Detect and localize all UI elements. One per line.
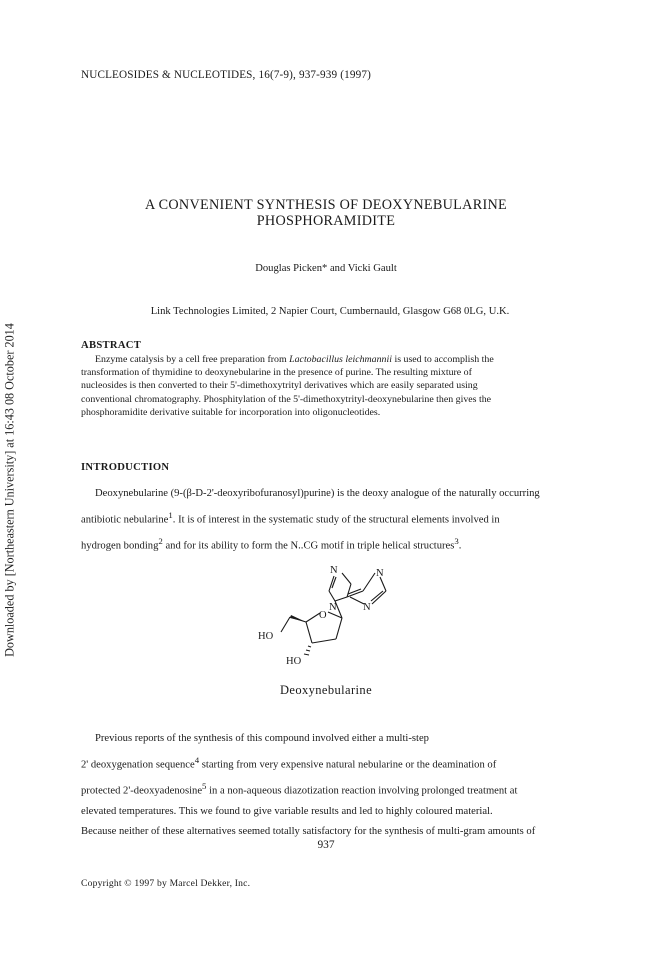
reference-4: 4 bbox=[194, 754, 200, 765]
bond-c4-n9 bbox=[329, 591, 335, 601]
reference-1: 1 bbox=[168, 509, 173, 520]
prev-line-1: Previous reports of the synthesis of this compound involved either a multi-step bbox=[95, 733, 429, 744]
prev-line-2: 2' deoxygenation sequence$^4$ starting from very expensive natural nebularine or the deamination of bbox=[81, 754, 497, 771]
paper-title-line-1: A CONVENIENT SYNTHESIS OF DEOXYNEBULARINE bbox=[145, 197, 507, 213]
bond-c5-c4 bbox=[335, 597, 347, 601]
abstract-body bbox=[81, 353, 569, 419]
bond-o-c4prime bbox=[306, 613, 320, 622]
intro-line-1: Deoxynebularine (9-(β-D-2'-deoxyribofuranosyl)purine) is the deoxy analogue of the naturally occurring bbox=[95, 488, 540, 499]
abstract-line-3: nucleosides is then converted to their 5'-dimethoxytrityl derivatives which are easily separated using bbox=[81, 380, 478, 392]
bond-c2-n3 bbox=[372, 591, 386, 604]
copyright-notice: Copyright © 1997 by Marcel Dekker, Inc. bbox=[81, 878, 251, 889]
abstract-line-2: transformation of thymidine to deoxynebularine in the presence of purine. The resulting mixture of bbox=[81, 367, 472, 379]
journal-header: NUCLEOSIDES & NUCLEOTIDES, 16(7-9), 937-939 (1997) bbox=[81, 69, 371, 81]
paper-title-line-2: PHOSPHORAMIDITE bbox=[256, 213, 396, 229]
page-number: 937 bbox=[317, 839, 335, 851]
bond-c4prime-c3prime bbox=[306, 622, 312, 643]
bond-c2prime-c1prime bbox=[336, 618, 342, 639]
atom-o-label: O bbox=[319, 610, 327, 621]
prev-line-3: protected 2'-deoxyadenosine$^5$ in a non-aqueous diazotization reaction involving prolonged treatment at bbox=[81, 780, 518, 797]
hydroxyl-5prime-label: HO bbox=[258, 631, 274, 642]
atom-n3-label: N bbox=[363, 602, 371, 613]
download-watermark bbox=[1, 300, 19, 680]
reference-3: 3 bbox=[454, 535, 459, 546]
download-watermark-text: Downloaded by [Northeastern University] at 16:43 08 October 2014 bbox=[2, 323, 17, 657]
authors: Douglas Picken* and Vicki Gault bbox=[255, 263, 397, 274]
atom-n9-label: N bbox=[329, 602, 337, 613]
abstract-line-1: Enzyme catalysis by a cell free preparation from Lactobacillus leichmannii is used to accomplish the bbox=[95, 354, 494, 365]
reference-2: 2 bbox=[158, 535, 163, 546]
introduction-heading: INTRODUCTION bbox=[81, 462, 170, 473]
structure-caption: Deoxynebularine bbox=[279, 683, 373, 697]
bond-n1-c2 bbox=[380, 577, 386, 591]
abstract-line-5: phosphoramidite derivative suitable for incorporation into oligonucleotides. bbox=[81, 406, 381, 418]
wedge-bond bbox=[290, 615, 306, 622]
bond-c5prime-o5prime bbox=[281, 617, 290, 632]
introduction-body bbox=[81, 484, 571, 557]
intro-line-2: antibiotic nebularine$^1$. It is of interest in the systematic study of the structural elements involved in bbox=[81, 509, 500, 526]
abstract-heading: ABSTRACT bbox=[81, 340, 142, 351]
bond-n7-c5 bbox=[347, 584, 351, 597]
reference-5: 5 bbox=[202, 780, 207, 791]
bond-n3-c4 bbox=[350, 597, 364, 604]
bond-c6-n1 bbox=[363, 573, 375, 591]
abstract-line-4: conventional chromatography. Phosphitylation of the 5'-dimethoxytrityl-deoxynebularine then gives the bbox=[81, 393, 492, 405]
species-name: Lactobacillus leichmannii bbox=[289, 354, 392, 365]
atom-n1-label: N bbox=[376, 568, 384, 579]
prev-line-5: Because neither of these alternatives seemed totally satisfactory for the synthesis of multi-gram amounts of bbox=[81, 826, 536, 838]
previous-reports-body bbox=[81, 729, 571, 843]
prev-line-4: elevated temperatures. This we found to give variable results and led to highly coloured material. bbox=[81, 805, 493, 817]
atom-n7-label: N bbox=[330, 565, 338, 576]
hydroxyl-3prime-label: HO bbox=[286, 656, 302, 667]
bond-c5-c6-double bbox=[348, 589, 361, 594]
affiliation: Link Technologies Limited, 2 Napier Court, Cumbernauld, Glasgow G68 0LG, U.K. bbox=[150, 306, 510, 317]
bond-c8-n7 bbox=[342, 573, 351, 584]
intro-line-3: hydrogen bonding$^2$ and for its ability to form the N..CG motif in triple helical structures$^3$. bbox=[81, 535, 462, 552]
bond-c3prime-c2prime bbox=[312, 639, 336, 643]
deoxynebularine-structure bbox=[250, 560, 410, 680]
